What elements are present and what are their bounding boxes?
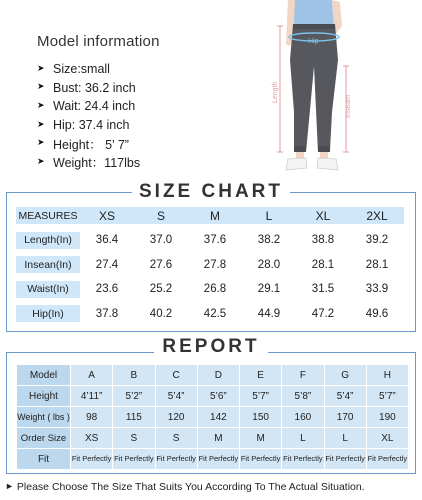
report-cell: L: [282, 428, 324, 449]
report-cell: Fit Perfectly: [155, 449, 197, 470]
arrow-bullet-icon: ➤: [37, 137, 45, 148]
report-cell: 170: [324, 407, 366, 428]
model-info-item: ➤ Height： 5’ 7”: [37, 137, 129, 152]
size-chart-header-label: MEASURES: [18, 209, 78, 222]
report-cell: S: [113, 428, 155, 449]
footer-text: Please Choose The Size That Suits You According To The Actual Situation.: [16, 481, 365, 493]
report-cell: XL: [366, 428, 408, 449]
length-label: Length: [272, 81, 279, 103]
model-figure: [250, 0, 370, 182]
hip-label: Hip: [308, 38, 319, 45]
size-chart-cell: 38.2: [257, 234, 281, 246]
size-chart-row-label: Hip(In): [32, 307, 64, 320]
report-row-label: Weight ( lbs ): [17, 407, 71, 428]
size-chart-cell: 23.6: [95, 283, 119, 295]
model-info-item: ➤ Size:small: [37, 62, 110, 77]
report-cell: G: [324, 365, 366, 386]
model-information-title: Model information: [37, 33, 160, 50]
waistband: [293, 24, 335, 29]
size-chart-cell: 39.2: [365, 234, 389, 246]
report-row-label: Fit: [17, 449, 71, 470]
size-chart-cell: 37.0: [149, 234, 173, 246]
report-cell: 120: [155, 407, 197, 428]
report-cell: 5’6”: [197, 386, 239, 407]
report-cell: S: [155, 428, 197, 449]
size-chart-cell: 42.5: [203, 307, 227, 320]
report-cell: Fit Perfectly: [366, 449, 408, 470]
report-cell: Fit Perfectly: [197, 449, 239, 470]
report-cell: XS: [71, 428, 113, 449]
arrow-bullet-icon: ➤: [37, 62, 45, 73]
model-info-item: ➤ Wait: 24.4 inch: [37, 99, 136, 114]
report-row-height: [17, 386, 409, 407]
inseam-label: Inseam: [345, 95, 352, 118]
report-row-model: [17, 365, 409, 386]
report-row-label: Height: [17, 386, 71, 407]
size-chart-cell: 44.9: [257, 307, 281, 320]
size-chart-header-cell: XS: [98, 208, 115, 223]
report-cell: Fit Perfectly: [113, 449, 155, 470]
size-chart-cell: 36.4: [95, 234, 119, 246]
report-cell: 160: [282, 407, 324, 428]
report-cell: 142: [197, 407, 239, 428]
report-cell: 115: [113, 407, 155, 428]
report-cell: H: [366, 365, 408, 386]
report-cell: 5’7”: [366, 386, 408, 407]
size-chart-header-cell: S: [156, 208, 165, 223]
report-cell: 5’4”: [324, 386, 366, 407]
size-chart-cell: 25.2: [149, 283, 173, 295]
size-chart-row-label: Waist(In): [27, 283, 69, 295]
left-shoe: [286, 158, 307, 170]
report-cell: B: [113, 365, 155, 386]
size-chart-header-cell: XL: [315, 208, 331, 223]
size-chart-cell: 37.8: [95, 307, 119, 320]
size-chart-cell: 49.6: [365, 307, 389, 320]
size-chart-cell: 27.4: [95, 258, 119, 271]
report-cell: M: [240, 428, 282, 449]
model-info-item: ➤ Hip: 37.4 inch: [37, 118, 130, 133]
top-garment: [292, 0, 334, 26]
size-chart-cell: 33.9: [365, 283, 389, 295]
size-chart-cell: 38.8: [311, 234, 335, 246]
size-chart-cell: 26.8: [203, 283, 227, 295]
report-cell: 4’11”: [71, 386, 113, 407]
report-cell: 5’8”: [282, 386, 324, 407]
size-chart-title: SIZE CHART: [132, 181, 290, 203]
report-cell: E: [240, 365, 282, 386]
arrow-bullet-icon: ➤: [37, 99, 45, 110]
report-cell: L: [324, 428, 366, 449]
size-chart-cell: 27.6: [149, 258, 173, 271]
size-chart-header-cell: M: [210, 208, 220, 223]
report-title: REPORT: [154, 336, 267, 358]
report-cell: A: [71, 365, 113, 386]
size-chart-cell: 37.6: [203, 234, 227, 246]
arrow-bullet-icon: ➤: [37, 118, 45, 129]
size-chart-row-label: Insean(In): [24, 258, 72, 271]
model-information: [37, 33, 237, 172]
size-chart-header-row: [16, 207, 404, 224]
report-cell: D: [197, 365, 239, 386]
size-chart-row-inseam: [16, 256, 404, 273]
report-table: [16, 364, 409, 470]
report-cell: 98: [71, 407, 113, 428]
report-row-weight: [17, 407, 409, 428]
report-cell: Fit Perfectly: [324, 449, 366, 470]
model-info-item: ➤ Weight：117lbs: [37, 155, 141, 171]
report-cell: Fit Perfectly: [282, 449, 324, 470]
report-cell: 5’7”: [240, 386, 282, 407]
model-information-list: [37, 60, 237, 172]
size-chart-cell: 28.1: [311, 258, 335, 271]
report-row-label: Order Size: [17, 428, 71, 449]
size-chart-cell: 28.1: [365, 258, 389, 271]
arrow-bullet-icon: ➤: [37, 155, 45, 166]
footer-note: [5, 481, 421, 493]
model-figure-illustration: [250, 0, 370, 182]
size-chart-table: [16, 207, 404, 330]
report-row-order-size: [17, 428, 409, 449]
report-cell: Fit Perfectly: [240, 449, 282, 470]
size-chart-cell: 40.2: [149, 307, 173, 320]
right-cuff: [318, 146, 330, 152]
size-chart-header-cell: L: [265, 208, 273, 223]
size-chart-row-waist: [16, 281, 404, 298]
size-chart-cell: 27.8: [203, 258, 227, 271]
size-chart-cell: 29.1: [257, 283, 281, 295]
report-cell: 150: [240, 407, 282, 428]
arrow-bullet-icon: ➤: [37, 81, 45, 92]
size-chart-row-length: [16, 232, 404, 249]
report-row-fit: [17, 449, 409, 470]
left-cuff: [294, 146, 306, 152]
report-cell: Fit Perfectly: [71, 449, 113, 470]
report-cell: 5’4”: [155, 386, 197, 407]
report-cell: F: [282, 365, 324, 386]
size-chart-cell: 31.5: [311, 283, 335, 295]
play-arrow-icon: ►: [5, 481, 14, 491]
size-chart-row-hip: [16, 305, 404, 322]
report-cell: C: [155, 365, 197, 386]
report-cell: 5’2”: [113, 386, 155, 407]
size-chart-row-label: Length(In): [24, 234, 72, 246]
model-info-item: ➤ Bust: 36.2 inch: [37, 80, 136, 95]
size-chart-header-cell: 2XL: [366, 208, 388, 223]
size-chart-cell: 28.0: [257, 258, 281, 271]
report-cell: 190: [366, 407, 408, 428]
right-shoe: [317, 158, 338, 170]
report-row-label: Model: [17, 365, 71, 386]
size-chart-cell: 47.2: [311, 307, 335, 320]
report-cell: M: [197, 428, 239, 449]
